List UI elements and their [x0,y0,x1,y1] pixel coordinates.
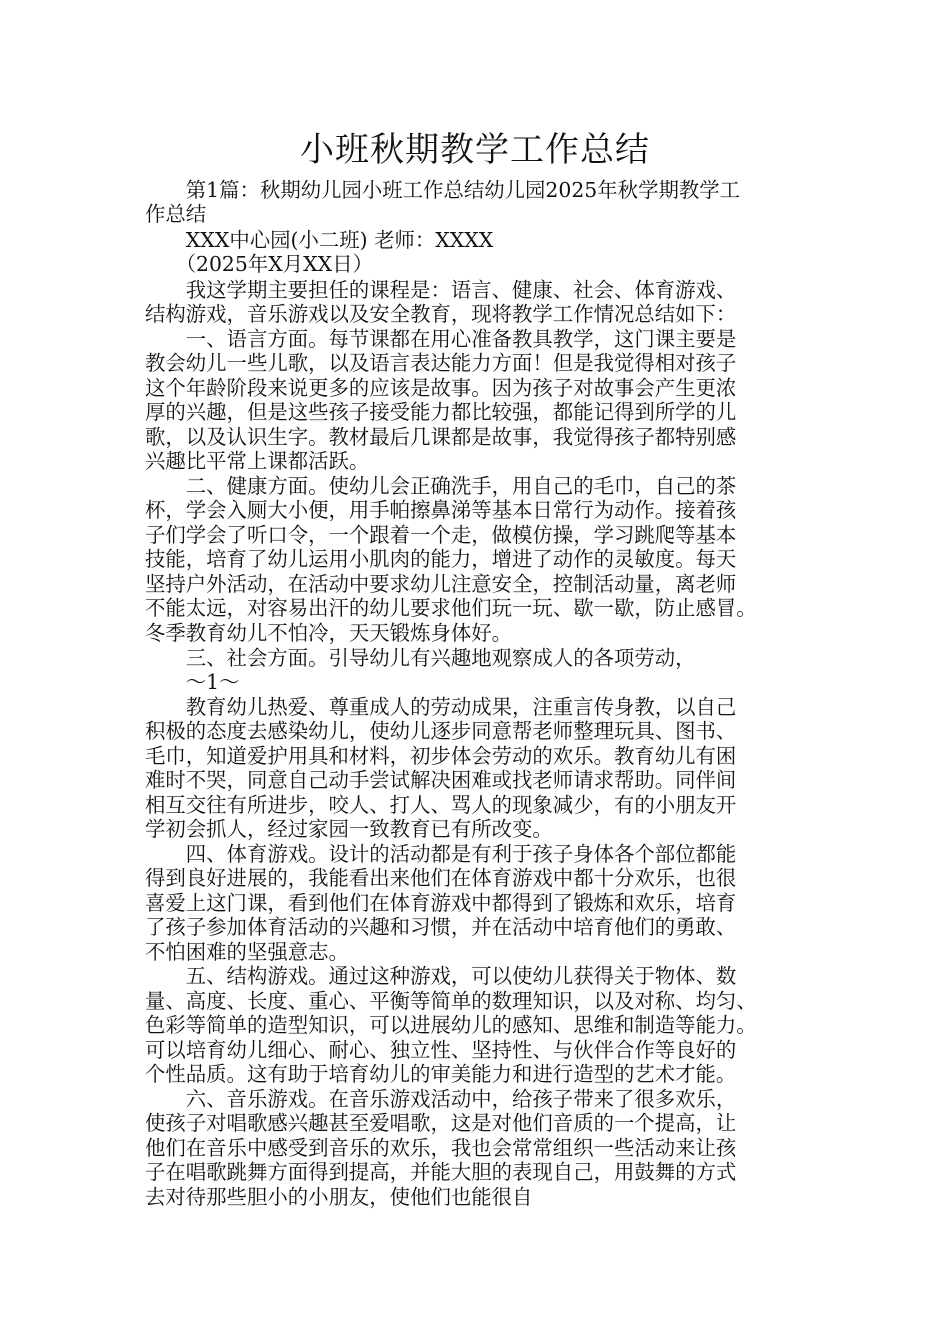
text-line-15: 子们学会了听口令，一个跟着一个走，做模仿操，学习跳爬等基本 [145,523,737,547]
text-line-25: 难时不哭，同意自己动手尝试解决困难或找老师请求帮助。同伴间 [145,768,737,792]
text-line-39: 使孩子对唱歌感兴趣甚至爱唱歌，这是对他们音质的一个提高，让 [145,1111,737,1135]
text-line-7: 一、语言方面。每节课都在用心准备教具教学，这门课主要是 [145,327,737,351]
text-line-24: 毛巾，知道爱护用具和材料，初步体会劳动的欢乐。教育幼儿有困 [145,744,737,768]
text-line-1: 第1篇：秋期幼儿园小班工作总结幼儿园2025年秋学期教学工 [145,178,741,202]
text-line-2: 作总结 [145,202,207,226]
text-line-34: 量、高度、长度、重心、平衡等简单的数理知识，以及对称、均匀、 [145,989,757,1013]
text-line-36: 可以培育幼儿细心、耐心、独立性、坚持性、与伙伴合作等良好的 [145,1038,737,1062]
text-line-30: 喜爱上这门课，看到他们在体育游戏中都得到了锻炼和欢乐，培育 [145,891,737,915]
text-line-10: 厚的兴趣，但是这些孩子接受能力都比较强，都能记得到所学的儿 [145,400,737,424]
text-line-27: 学初会抓人，经过家园一致教育已有所改变。 [145,817,553,841]
text-line-5: 我这学期主要担任的课程是：语言、健康、社会、体育游戏、 [145,278,737,302]
page-number: ～1～ [145,670,240,694]
text-line-4: （2025年X月XX日） [145,252,373,276]
text-line-9: 这个年龄阶段来说更多的应该是故事。因为孩子对故事会产生更浓 [145,376,737,400]
text-line-31: 了孩子参加体育活动的兴趣和习惯，并在活动中培育他们的勇敢、 [145,915,737,939]
text-line-18: 不能太远，对容易出汗的幼儿要求他们玩一玩、歇一歇，防止感冒。 [145,596,757,620]
text-line-16: 技能，培育了幼儿运用小肌肉的能力，增进了动作的灵敏度。每天 [145,547,737,571]
text-line-38: 六、音乐游戏。在音乐游戏活动中，给孩子带来了很多欢乐， [145,1087,737,1111]
text-line-3: XXX中心园(小二班) 老师：XXXX [145,228,494,252]
text-line-29: 得到良好进展的，我能看出来他们在体育游戏中都十分欢乐，也很 [145,866,737,890]
text-line-28: 四、体育游戏。设计的活动都是有利于孩子身体各个部位都能 [145,842,737,866]
text-line-32: 不怕困难的坚强意志。 [145,940,349,964]
text-line-42: 去对待那些胆小的小朋友，使他们也能很自 [145,1185,533,1209]
text-line-41: 子在唱歌跳舞方面得到提高，并能大胆的表现自己，用鼓舞的方式 [145,1160,737,1184]
text-line-19: 冬季教育幼儿不怕冷，天天锻炼身体好。 [145,621,513,645]
text-line-23: 积极的态度去感染幼儿，使幼儿逐步同意帮老师整理玩具、图书、 [145,719,737,743]
text-line-11: 歌，以及认识生字。教材最后几课都是故事，我觉得孩子都特别感 [145,425,737,449]
text-line-8: 教会幼儿一些儿歌，以及语言表达能力方面！但是我觉得相对孩子 [145,351,737,375]
text-line-13: 二、健康方面。使幼儿会正确洗手，用自己的毛巾，自己的茶 [145,474,737,498]
text-line-17: 坚持户外活动，在活动中要求幼儿注意安全，控制活动量，离老师 [145,572,737,596]
text-line-40: 他们在音乐中感受到音乐的欢乐，我也会常常组织一些活动来让孩 [145,1136,737,1160]
document-title: 小班秋期教学工作总结 [300,130,650,170]
text-line-22: 教育幼儿热爱、尊重成人的劳动成果，注重言传身教，以自己 [145,695,737,719]
text-line-37: 个性品质。这有助于培育幼儿的审美能力和进行造型的艺术才能。 [145,1062,737,1086]
text-line-26: 相互交往有所进步，咬人、打人、骂人的现象减少，有的小朋友开 [145,793,737,817]
text-line-12: 兴趣比平常上课都活跃。 [145,449,370,473]
text-line-35: 色彩等简单的造型知识，可以进展幼儿的感知、思维和制造等能力。 [145,1013,757,1037]
text-line-6: 结构游戏，音乐游戏以及安全教育，现将教学工作情况总结如下： [145,302,737,326]
text-line-33: 五、结构游戏。通过这种游戏，可以使幼儿获得关于物体、数 [145,964,737,988]
text-line-20: 三、社会方面。引导幼儿有兴趣地观察成人的各项劳动， [145,646,696,670]
text-line-14: 杯，学会入厕大小便，用手帕擦鼻涕等基本日常行为动作。接着孩 [145,498,737,522]
